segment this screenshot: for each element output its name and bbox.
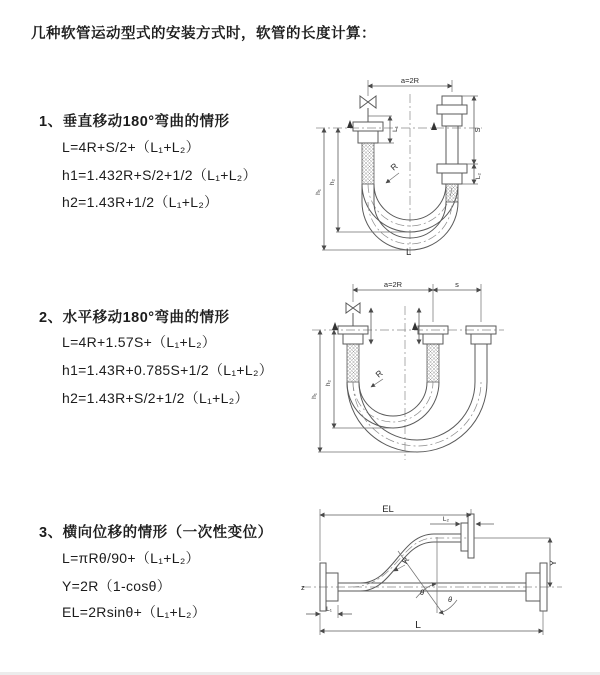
radius-callout — [394, 555, 411, 571]
dimension-l2 — [474, 164, 482, 184]
dim-label-h2: h₂ — [325, 379, 332, 387]
valve-icon — [346, 303, 360, 326]
dim-label-l1: L₁ — [392, 126, 399, 132]
angle-label-theta: θ — [419, 588, 425, 597]
dim-label-h2: h₂ — [329, 178, 336, 186]
dim-label-r: R — [399, 555, 412, 566]
formula-line: EL=2Rsinθ+（L₁+L₂） — [62, 604, 207, 620]
dimension-el — [320, 504, 471, 561]
diagram-vertical-180-bend — [310, 72, 560, 257]
dim-label-l2: L₂ — [475, 172, 482, 180]
up-arrow-left — [332, 322, 338, 330]
dim-label-r: R — [373, 367, 385, 380]
diagram-lateral-displacement — [298, 501, 566, 643]
section-1-heading: 1、垂直移动180°弯曲的情形 — [39, 114, 230, 130]
dim-label-r: R — [388, 160, 400, 173]
break-mark: z — [301, 583, 305, 592]
dimension-l — [320, 611, 543, 635]
right-fitting-lower — [437, 164, 467, 184]
page-title: 几种软管运动型式的安装方式时，软管的长度计算： — [31, 26, 376, 42]
valve-icon — [360, 96, 376, 122]
up-arrow-right — [431, 122, 437, 130]
hose-u-bend-position2 — [347, 382, 487, 452]
braided-hose-left — [362, 143, 374, 184]
right-fitting — [466, 326, 496, 344]
dim-label-a: a=2R — [383, 280, 403, 289]
dimension-a-2r — [368, 76, 452, 96]
hose-right-wall — [475, 344, 487, 382]
dimension-s — [433, 280, 481, 290]
formula-line: L=4R+S/2+（L₁+L₂） — [62, 139, 200, 155]
dim-label-l1: L₁ — [326, 606, 332, 613]
formula-line: L=πRθ/90+（L₁+L₂） — [62, 550, 200, 566]
dimension-h1 — [311, 330, 415, 452]
dim-label-s: S — [473, 127, 482, 133]
braided-hose-right — [446, 184, 458, 202]
hose-u-bend-position1 — [347, 382, 439, 428]
dim-label-a: a=2R — [400, 76, 420, 85]
formula-line: L=4R+1.57S+（L₁+L₂） — [62, 334, 217, 350]
formula-line: h2=1.43R+1/2（L₁+L₂） — [62, 194, 219, 210]
dim-label-s: s — [455, 280, 459, 289]
radius-construction — [398, 537, 457, 615]
radius-callout — [386, 161, 400, 183]
dim-label-el: EL — [382, 504, 394, 515]
formula-line: h1=1.432R+S/2+1/2（L₁+L₂） — [62, 167, 257, 183]
right-pipe — [446, 126, 458, 164]
section-3-heading: 3、横向位移的情形（一次性变位） — [39, 525, 273, 541]
dimension-s — [462, 96, 482, 184]
braided-hose-left — [347, 344, 359, 382]
angle-label-theta: θ — [447, 595, 453, 604]
dim-label-h1: h₁ — [311, 393, 318, 399]
left-fitting — [353, 122, 383, 143]
radius-callout — [371, 368, 385, 387]
dim-label-l: L — [415, 619, 421, 631]
up-arrow-left — [347, 120, 353, 128]
formula-line: Y=2R（1-cosθ） — [62, 578, 172, 594]
dim-label-l2: L₂ — [442, 516, 450, 523]
dim-label-y: Y — [548, 560, 558, 566]
upper-flange — [461, 514, 474, 558]
diagram-horizontal-180-bend — [308, 278, 558, 465]
up-arrow-middle — [412, 322, 418, 330]
middle-fitting — [418, 326, 448, 344]
left-fitting — [338, 326, 368, 344]
formula-line: h1=1.43R+0.785S+1/2（L₁+L₂） — [62, 362, 273, 378]
dim-label-h1: h₁ — [315, 189, 322, 195]
dimension-a-2r — [353, 280, 481, 322]
dimension-l1 — [306, 605, 352, 618]
section-2-heading: 2、水平移动180°弯曲的情形 — [39, 310, 230, 326]
formula-line: h2=1.43R+S/2+1/2（L₁+L₂） — [62, 390, 249, 406]
braided-hose-middle — [427, 344, 439, 382]
right-fitting-upper — [437, 96, 467, 126]
dim-label-l: L — [406, 247, 412, 257]
